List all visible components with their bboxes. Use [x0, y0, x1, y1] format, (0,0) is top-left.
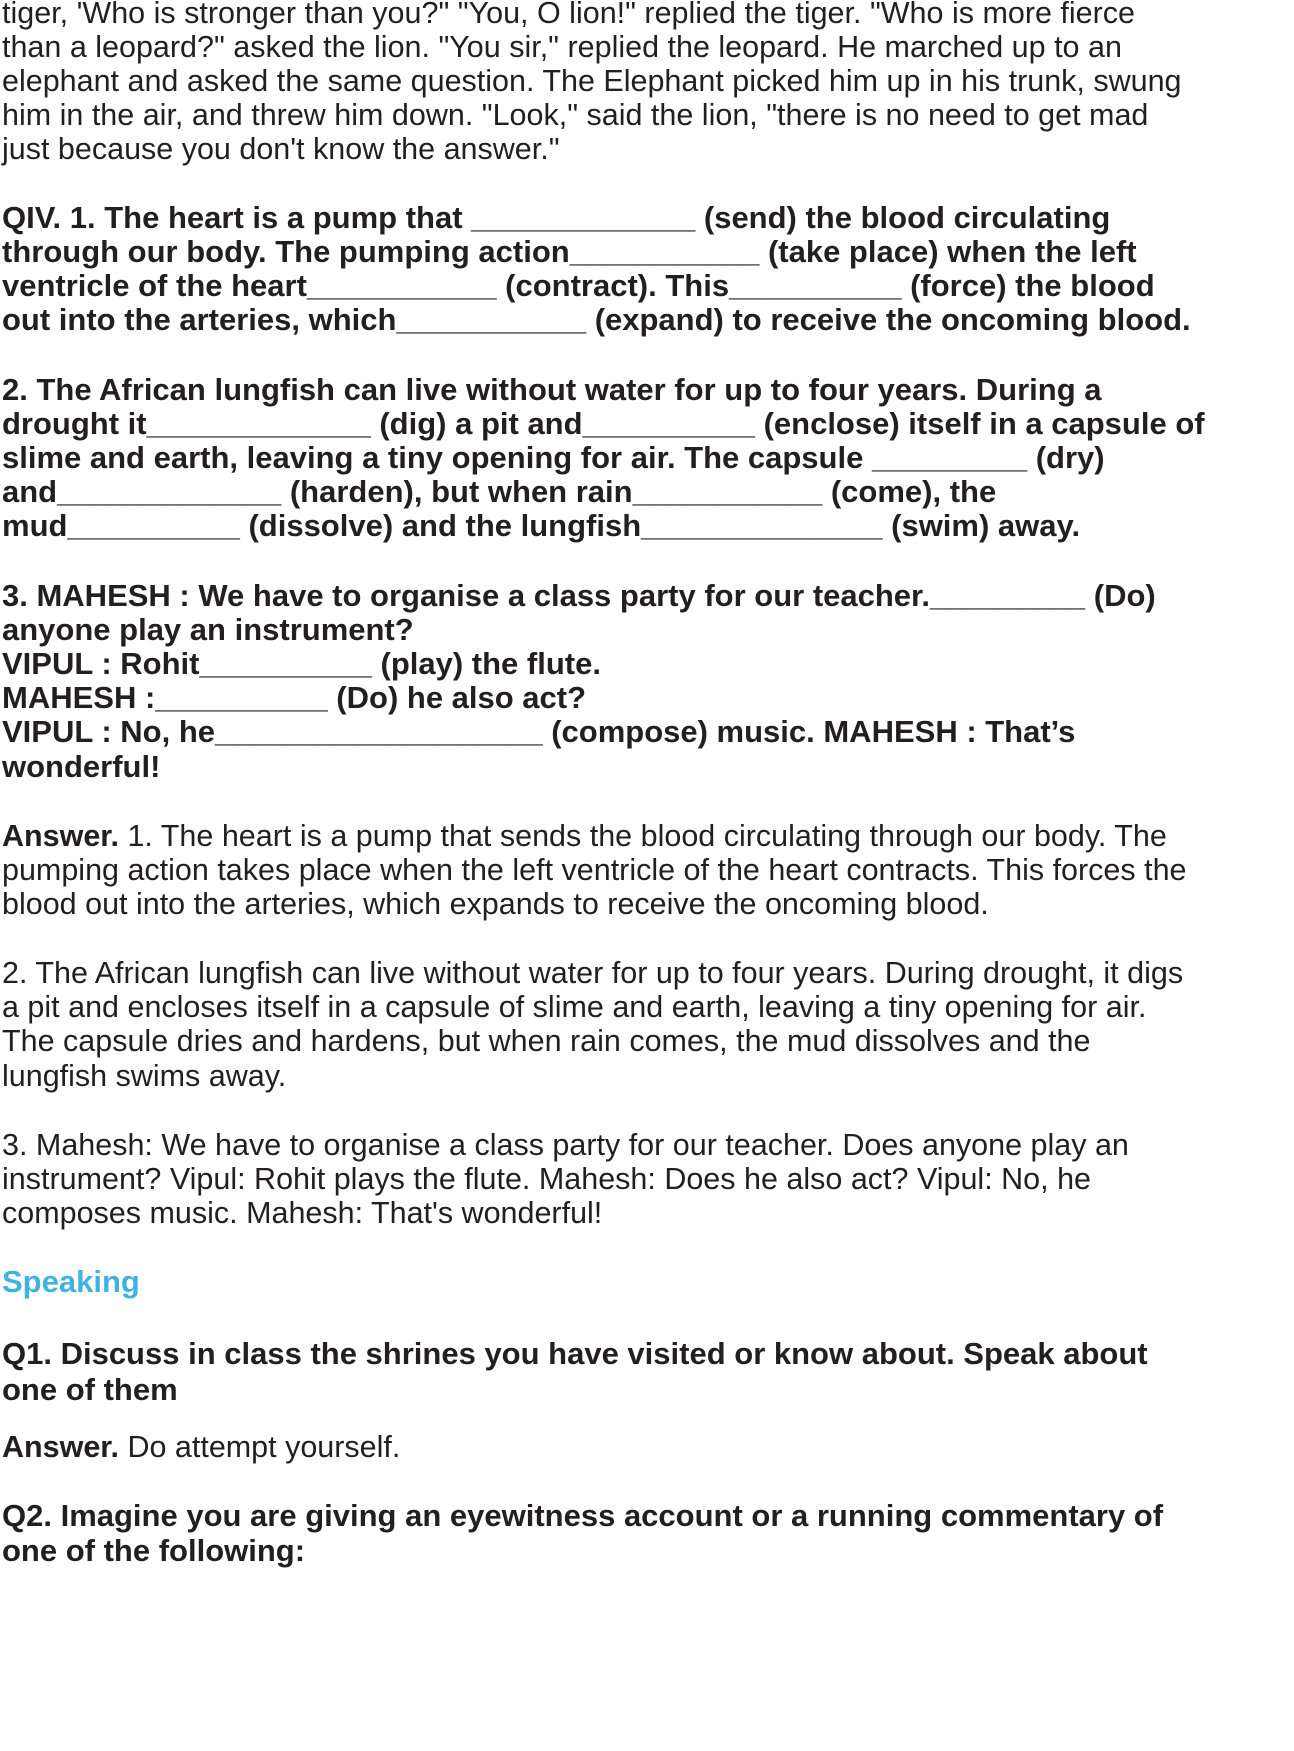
- story-line: than a leopard?" asked the lion. "You sir," replied the leopard. He marched up to an: [2, 30, 1122, 64]
- answer-line: instrument? Vipul: Rohit plays the flute. Mahesh: Does he also act? Vipul: No, he: [2, 1162, 1092, 1196]
- answer-line: [2, 817, 1167, 855]
- answer-line: The capsule dries and hardens, but when rain comes, the mud dissolves and the: [2, 1024, 1091, 1058]
- question-line: VIPUL : Rohit__________ (play) the flute.: [2, 646, 601, 681]
- story-line: just because you don't know the answer.": [2, 132, 560, 166]
- answer-label: Answer.: [2, 1430, 119, 1464]
- question-line: VIPUL : No, he___________________ (compose) music. MAHESH : That’s: [2, 714, 1076, 749]
- answer-line: 2. The African lungfish can live without water for up to four years. During drought, it digs: [2, 956, 1184, 990]
- story-line: elephant and asked the same question. The Elephant picked him up in his trunk, swung: [2, 64, 1182, 98]
- question-line: slime and earth, leaving a tiny opening for air. The capsule _________ (dry): [2, 440, 1105, 475]
- speaking-answer-1: [2, 1428, 400, 1466]
- answer-label: Answer.: [2, 819, 119, 853]
- question-line: Q1. Discuss in class the shrines you have visited or know about. Speak about: [2, 1336, 1148, 1371]
- answer-line: a pit and encloses itself in a capsule of slime and earth, leaving a tiny opening for air.: [2, 990, 1147, 1024]
- answer-line: blood out into the arteries, which expands to receive the oncoming blood.: [2, 887, 989, 921]
- answer-line: lungfish swims away.: [2, 1059, 287, 1093]
- section-heading-speaking: Speaking: [2, 1264, 140, 1299]
- question-line: one of the following:: [2, 1533, 306, 1568]
- question-line: ventricle of the heart___________ (contract). This__________ (force) the blood: [2, 268, 1155, 303]
- answer-line: pumping action takes place when the left ventricle of the heart contracts. This forces the: [2, 853, 1187, 887]
- answer-line: composes music. Mahesh: That's wonderful!: [2, 1196, 603, 1230]
- question-line: mud__________ (dissolve) and the lungfish______________ (swim) away.: [2, 508, 1081, 543]
- question-line: 3. MAHESH : We have to organise a class party for our teacher._________ (Do): [2, 578, 1156, 613]
- question-line: MAHESH :__________ (Do) he also act?: [2, 680, 587, 715]
- story-line: him in the air, and threw him down. "Look," said the lion, "there is no need to get mad: [2, 98, 1149, 132]
- question-line: Q2. Imagine you are giving an eyewitness account or a running commentary of: [2, 1498, 1164, 1533]
- answer-text: Do attempt yourself.: [118, 1430, 401, 1464]
- answer-line: 3. Mahesh: We have to organise a class party for our teacher. Does anyone play an: [2, 1128, 1129, 1162]
- question-line: wonderful!: [2, 749, 161, 784]
- question-line: out into the arteries, which___________ (expand) to receive the oncoming blood.: [2, 302, 1191, 337]
- question-line: 2. The African lungfish can live without water for up to four years. During a: [2, 372, 1102, 407]
- question-line: through our body. The pumping action___________ (take place) when the left: [2, 234, 1137, 269]
- answer-text: 1. The heart is a pump that sends the blood circulating through our body. The: [118, 819, 1167, 853]
- question-line: drought it_____________ (dig) a pit and__________ (enclose) itself in a capsule of: [2, 406, 1205, 441]
- story-line: tiger, 'Who is stronger than you?" "You, O lion!" replied the tiger. "Who is more fierce: [2, 0, 1135, 30]
- question-line: and_____________ (harden), but when rain___________ (come), the: [2, 474, 997, 509]
- question-line: one of them: [2, 1372, 178, 1407]
- question-line: anyone play an instrument?: [2, 612, 414, 647]
- question-line: QIV. 1. The heart is a pump that _____________ (send) the blood circulating: [2, 200, 1111, 235]
